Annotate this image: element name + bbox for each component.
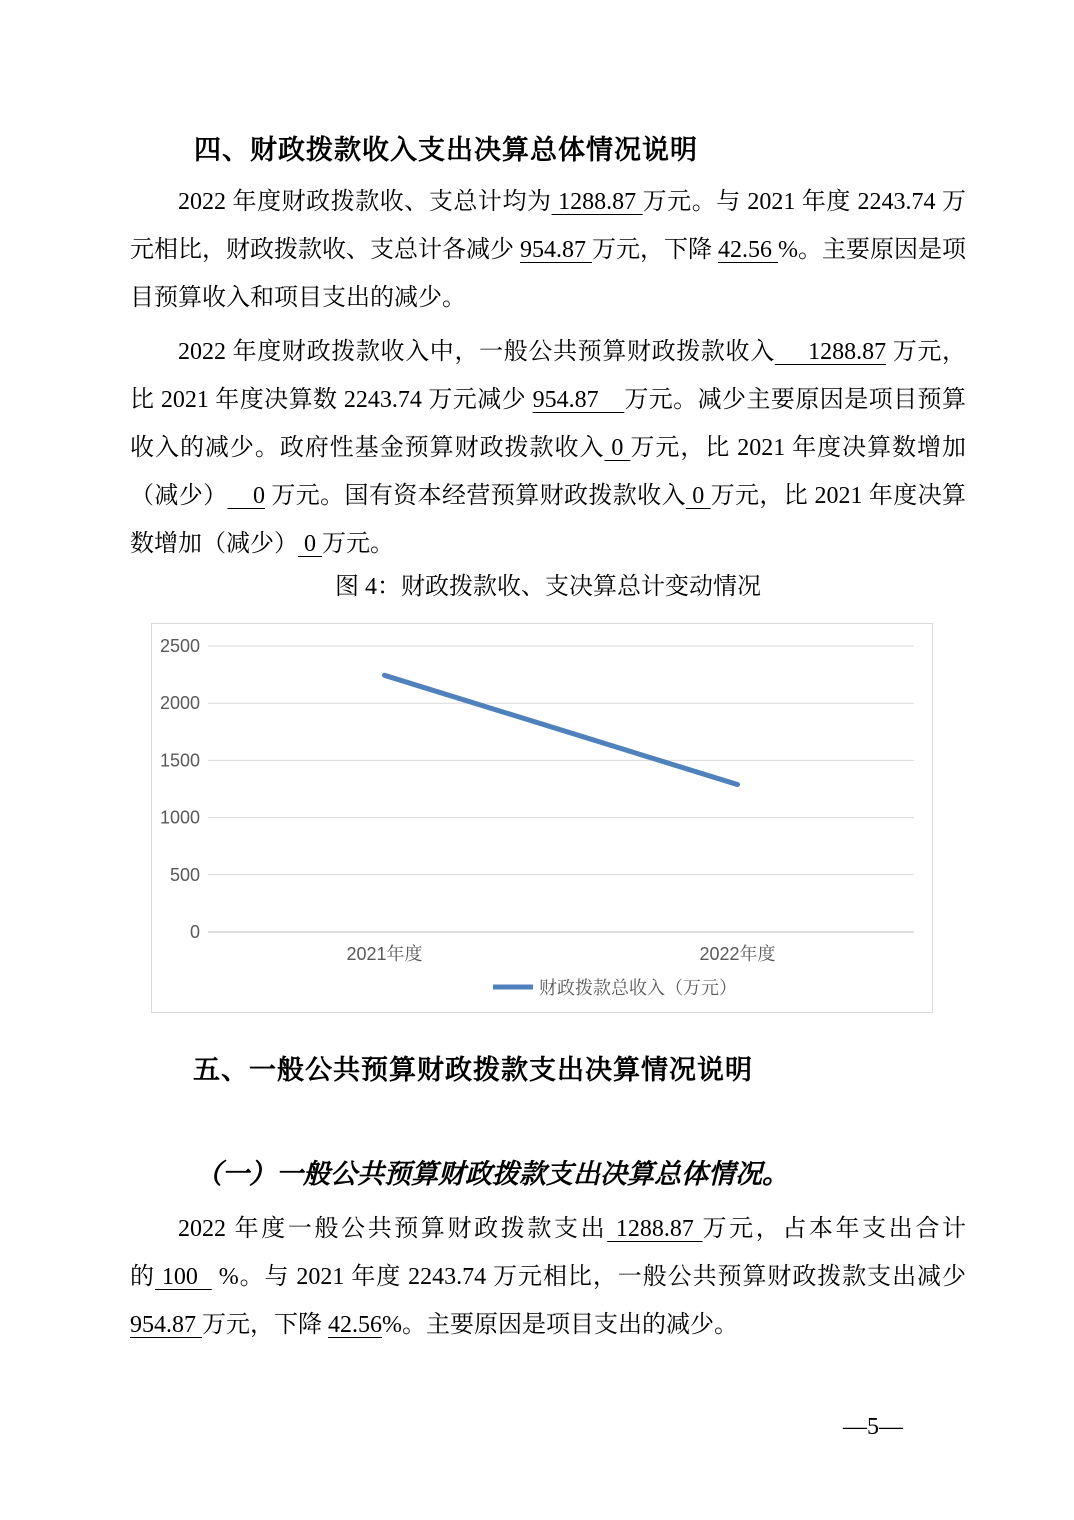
page-number: —5— [843, 1414, 903, 1440]
body-text: %。主要原因是项目支出的减少。 [382, 1312, 738, 1338]
section-4-paragraph-2 [130, 328, 966, 568]
y-tick-label: 2000 [159, 693, 200, 714]
chart-canvas [152, 624, 932, 1012]
underlined-value: 0 [604, 435, 631, 461]
y-tick-label: 0 [189, 922, 200, 942]
x-tick-label: 2021年度 [346, 944, 423, 964]
section-5-subsection-1-heading: （一）一般公共预算财政拨款支出决算总体情况。 [195, 1159, 789, 1189]
body-text: 万元，下降 [202, 1312, 328, 1338]
y-tick-label: 500 [169, 864, 200, 885]
body-text: 万元，比 2021 年度决算数增加（减少） [130, 435, 967, 509]
underlined-value: 1288.87 [551, 189, 643, 215]
body-text: 2022 年度财政拨款收、支总计均为 [178, 189, 552, 215]
underlined-value: 0 [227, 483, 266, 509]
y-tick-label: 1000 [159, 807, 200, 828]
section-4-paragraph-1 [130, 178, 966, 322]
underlined-value: 1288.87 [774, 339, 887, 365]
y-tick-label: 1500 [159, 750, 200, 771]
underlined-value: 954.87 [130, 1312, 202, 1338]
section-4-heading: 四、财政拨款收入支出决算总体情况说明 [194, 135, 698, 165]
body-text: 万元。与 2021 年度 2243.74 万元相比，财政拨款收、支总计各减少 [130, 189, 967, 263]
underlined-value: 0 [685, 483, 711, 509]
body-text: %。与 2021 年度 2243.74 万元相比，一般公共预算财政拨款支出减少 [211, 1264, 966, 1290]
body-text: 万元。国有资本经营预算财政拨款收入 [265, 483, 686, 509]
underlined-value: 42.56 [328, 1312, 382, 1338]
body-text: 万元，比 2021 年度决算数 2243.74 万元减少 [130, 339, 967, 413]
series-line [385, 675, 738, 784]
figure-4-line-chart [151, 623, 933, 1013]
underlined-value: 1288.87 [607, 1216, 703, 1242]
underlined-value: 0 [298, 531, 322, 557]
body-text: 万元，比 2021 年度决算数增加（减少） [130, 483, 967, 557]
body-text: 万元。 [322, 531, 394, 557]
underlined-value: 42.56 [718, 237, 778, 263]
legend-label: 财政拨款总收入（万元） [539, 978, 737, 998]
body-text: %。主要原因是项目预算收入和项目支出的减少。 [130, 237, 966, 311]
underlined-value: 954.87 [520, 237, 592, 263]
section-5-paragraph-1 [130, 1205, 966, 1349]
body-text: 万元，下降 [592, 237, 718, 263]
y-tick-label: 2500 [159, 636, 200, 656]
x-tick-label: 2022年度 [699, 944, 776, 964]
underlined-value: 100 [154, 1264, 212, 1290]
figure-4-caption: 图 4：财政拨款收、支决算总计变动情况 [335, 574, 761, 600]
section-5-heading: 五、一般公共预算财政拨款支出决算情况说明 [193, 1055, 753, 1085]
body-text: 万元。减少主要原因是项目预算收入的减少。政府性基金预算财政拨款收入 [130, 387, 966, 461]
underlined-value: 954.87 [532, 387, 625, 413]
body-text: 万元，占本年支出合计的 [130, 1216, 967, 1290]
body-text: 2022 年度财政拨款收入中，一般公共预算财政拨款收入 [178, 339, 775, 365]
body-text: 2022 年度一般公共预算财政拨款支出 [178, 1216, 608, 1242]
